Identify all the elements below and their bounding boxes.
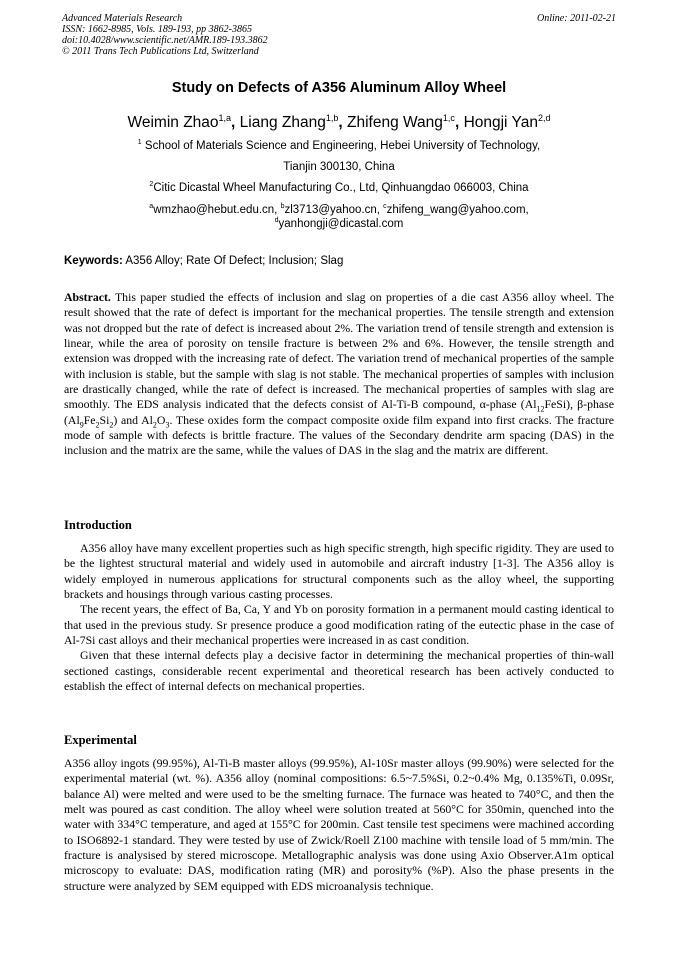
email-link[interactable]: wmzhao@hebut.edu.cn, — [153, 204, 281, 216]
email-link[interactable]: zl3713@yahoo.cn, — [284, 204, 384, 216]
author-separator: , — [338, 114, 347, 131]
subscript: 12 — [536, 404, 545, 414]
email-mark: a — [149, 203, 154, 211]
subscript: 2 — [109, 420, 114, 430]
experimental-body — [64, 756, 614, 894]
author-name: Weimin Zhao — [127, 114, 219, 131]
author-affiliation-mark: 1,a — [218, 112, 232, 123]
affiliation-1 — [0, 139, 678, 153]
author-affiliation-mark: 1,c — [442, 112, 455, 123]
journal-header — [62, 13, 268, 57]
author-list — [0, 114, 678, 132]
email-mark: c — [383, 203, 387, 211]
email-link[interactable]: yanhongji@dicastal.com — [278, 218, 404, 230]
doi-line: doi:10.4028/www.scientific.net/AMR.189-193.3862 — [62, 35, 268, 46]
author-name: Liang Zhang — [239, 114, 326, 131]
online-date: Online: 2011-02-21 — [537, 13, 616, 24]
email-list-2 — [0, 217, 678, 231]
subscript: 3 — [165, 420, 170, 430]
introduction-body — [64, 541, 614, 694]
affiliation-text: Citic Dicastal Wheel Manufacturing Co., Ltd, Qinhuangdao 066003, China — [153, 182, 529, 194]
abstract-text: Fe — [83, 412, 96, 427]
affiliation-2 — [0, 181, 678, 195]
abstract-text: O — [156, 412, 166, 427]
paper-title: Study on Defects of A356 Aluminum Alloy Wheel — [171, 80, 507, 96]
paragraph: A356 alloy have many excellent properties such as high specific strength, high specific rigidity. They are used to be the lightest structural material and widely used in automobile and aircraft industry [1-3]. The A356 alloy is widely employed in numerous applications for structural components such as the alloy wheel, the supporting brackets and housings through various casting processes. — [64, 541, 614, 602]
affiliation-number: 2 — [149, 181, 154, 189]
author-name: Hongji Yan — [463, 114, 538, 131]
abstract-text: Si — [99, 412, 110, 427]
keywords-label: Keywords: — [64, 255, 123, 267]
abstract-text: This paper studied the effects of inclusion and slag on properties of a die cast A356 alloy wheel. The result showed that the rate of defect is important for the mechanical properties. The tensile strength and extension was not dropped but the rate of defect is increased about 2%. The variation trend of tensile strength and extension is linear, while the area of porosity on tensile fracture is between 2% and 6%. However, the tensile strength and extension was dropped with the increasing rate of defect. The variation trend of mechanical properties of the sample with inclusion is stable, but the sample with slag is not stable. The mechanical properties of samples with inclusion are drastically changed, while the rate of defect is increased. The mechanical properties of samples with slag are smoothly. The EDS analysis indicated that the defects consist of Al-Ti-B compound, α-phase (Al — [64, 290, 614, 412]
subscript: 9 — [79, 420, 84, 430]
email-link[interactable]: zhifeng_wang@yahoo.com, — [386, 204, 529, 216]
abstract — [64, 290, 614, 459]
abstract-text: FeSi), β-phase (Al — [64, 397, 614, 427]
abstract-text: . These oxides form the compact composite oxide film expand into first cracks. The fracture mode of sample with defects is brittle fracture. The values of the Secondary dendrite arm spacing (DAS) in the inclusion and the matrix are the same, while the values of DAS in the slag and the matrix are different. — [64, 412, 614, 458]
author-affiliation-mark: 2,d — [537, 112, 551, 123]
paragraph: Given that these internal defects play a decisive factor in determining the mechanical properties of thin-wall sectioned castings, considerable recent experimental and theoretical research has been actively conducted to establish the effect of internal defects on mechanical properties. — [64, 648, 614, 694]
paragraph: The recent years, the effect of Ba, Ca, Y and Yb on porosity formation in a permanent mould casting identical to that used in the previous study. Sr presence produce a good modification rating of the eutectic phase in the case of Al-7Si cast alloys and their mechanical properties were increased in as cast condition. — [64, 602, 614, 648]
email-mark: d — [274, 217, 279, 225]
email-list — [0, 203, 678, 217]
copyright-line: © 2011 Trans Tech Publications Ltd, Switzerland — [62, 46, 259, 57]
journal-name: Advanced Materials Research — [62, 13, 183, 24]
affiliation-number: 1 — [137, 139, 142, 147]
keywords — [64, 255, 343, 267]
author-separator: , — [454, 114, 464, 131]
subscript: 2 — [152, 420, 157, 430]
experimental-heading: Experimental — [64, 733, 137, 747]
subscript: 2 — [95, 420, 100, 430]
abstract-text: ) and Al — [113, 412, 153, 427]
introduction-heading: Introduction — [64, 518, 132, 532]
author-name: Zhifeng Wang — [347, 114, 443, 131]
author-separator: , — [231, 114, 240, 131]
affiliation-1-city: Tianjin 300130, China — [283, 161, 395, 173]
email-mark: b — [280, 203, 285, 211]
paragraph: A356 alloy ingots (99.95%), Al-Ti-B master alloys (99.95%), Al-10Sr master alloys (99.90%) were selected for the experimental material (wt. %). A356 alloy (nominal compositions: 6.5~7.5%Si, 0.2~0.4% Mg, 0.135%Ti, 0.09Sr, balance Al) were melted and were used to be the smelting furnace. The furnace was heated to 740°C, and then the melt was poured as cast condition. The alloy wheel were solution treated at 560°C for 350min, quenched into the water with 334°C temperature, and aged at 155°C for 200min. Cast tensile test specimens were machined according to ISO6892-1 standard. They were tested by use of Zwick/Roell Z100 machine with tensile load of 5 mm/min. The fracture is analysised by stered microscope. Metallographic analysis was done using Axio Observer.A1m optical microscopy to evaluate: DAS, modification rating (MR) and porosity% (%P). Also the phase presents in the structure were analyzed by SEM equipped with EDS microanalysis technique. — [64, 756, 614, 893]
issn-line: ISSN: 1662-8985, Vols. 189-193, pp 3862-3865 — [62, 24, 252, 35]
author-affiliation-mark: 1,b — [325, 112, 339, 123]
keywords-text: A356 Alloy; Rate Of Defect; Inclusion; Slag — [122, 255, 344, 267]
affiliation-text: School of Materials Science and Engineering, Hebei University of Technology, — [144, 140, 541, 152]
abstract-label: Abstract. — [64, 290, 111, 304]
